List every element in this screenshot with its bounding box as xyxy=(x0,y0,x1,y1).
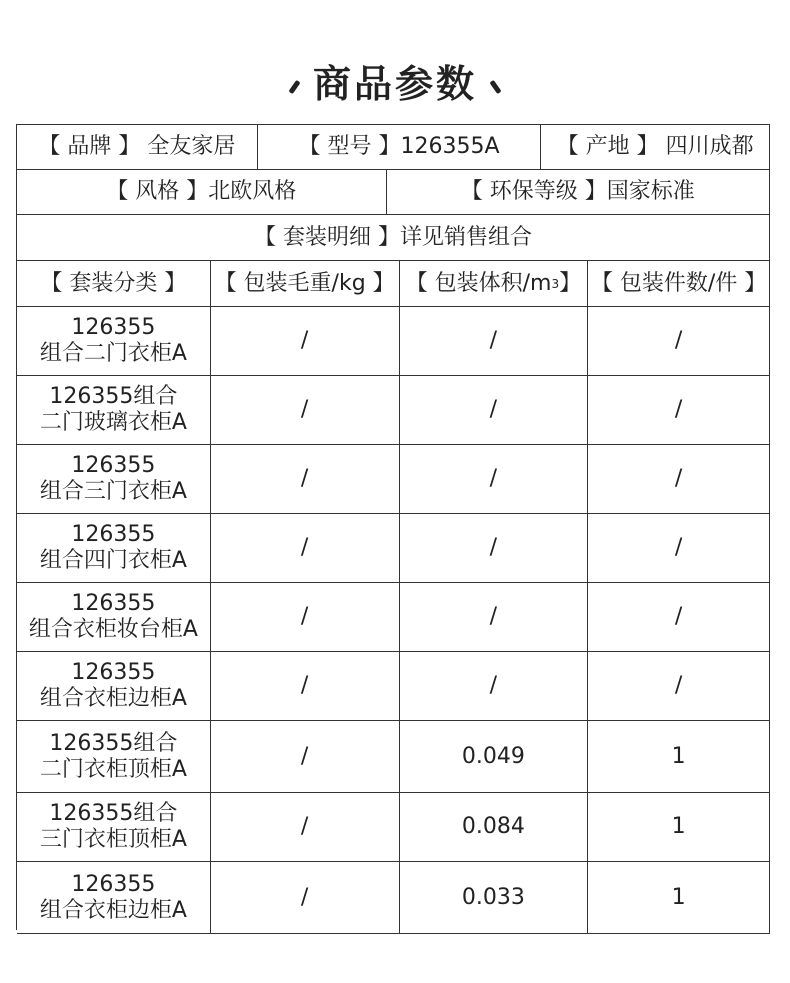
table-row xyxy=(17,721,770,793)
row-weight: / xyxy=(211,583,400,652)
title-left-mark-icon xyxy=(288,80,300,94)
row-name: 126355组合 三门衣柜顶柜A xyxy=(17,793,211,862)
row-count: / xyxy=(588,445,770,514)
params-table xyxy=(16,124,770,930)
row-volume: 0.084 xyxy=(400,793,589,862)
style-cell: 【 风格 】北欧风格 xyxy=(17,170,387,215)
row-weight: / xyxy=(211,652,400,721)
row-name: 126355 组合三门衣柜A xyxy=(17,445,211,514)
col-header-weight: 【 包装毛重/kg 】 xyxy=(211,261,400,307)
row-weight: / xyxy=(211,793,400,862)
row-count: / xyxy=(588,652,770,721)
row-weight: / xyxy=(211,307,400,376)
table-row xyxy=(17,376,770,445)
table-row xyxy=(17,583,770,652)
col-header-volume-label: 【 包装体积/m xyxy=(405,270,552,296)
row-volume: / xyxy=(400,307,589,376)
table-row xyxy=(17,652,770,721)
col-header-volume-sup: 3 xyxy=(551,276,560,291)
table-row xyxy=(17,793,770,862)
row-weight: / xyxy=(211,862,400,934)
row-weight: / xyxy=(211,514,400,583)
row-name: 126355组合 二门玻璃衣柜A xyxy=(17,376,211,445)
eco-cell: 【 环保等级 】国家标准 xyxy=(387,170,770,215)
info-row-2 xyxy=(17,170,770,215)
title-block xyxy=(0,52,790,108)
row-name: 126355组合 二门衣柜顶柜A xyxy=(17,721,211,793)
row-name: 126355 组合四门衣柜A xyxy=(17,514,211,583)
set-detail-cell: 【 套装明细 】详见销售组合 xyxy=(17,215,770,261)
table-row xyxy=(17,514,770,583)
row-volume: 0.033 xyxy=(400,862,589,934)
row-count: / xyxy=(588,376,770,445)
col-header-volume xyxy=(400,261,589,307)
brand-cell: 【 品牌 】 全友家居 xyxy=(17,125,258,170)
row-name: 126355 组合衣柜边柜A xyxy=(17,652,211,721)
info-row-3 xyxy=(17,215,770,261)
title-right-mark-icon xyxy=(489,80,501,94)
col-header-volume-suffix: 】 xyxy=(559,270,582,296)
table-row xyxy=(17,307,770,376)
row-volume: / xyxy=(400,652,589,721)
table-row xyxy=(17,445,770,514)
row-volume: / xyxy=(400,445,589,514)
row-volume: / xyxy=(400,514,589,583)
origin-cell: 【 产地 】 四川成都 xyxy=(541,125,770,170)
model-cell: 【 型号 】126355A xyxy=(258,125,542,170)
row-name: 126355 组合衣柜边柜A xyxy=(17,862,211,934)
page-title: 商品参数 xyxy=(312,61,477,106)
row-count: / xyxy=(588,514,770,583)
row-count: 1 xyxy=(588,793,770,862)
row-count: 1 xyxy=(588,862,770,934)
row-volume: 0.049 xyxy=(400,721,589,793)
col-header-count: 【 包装件数/件 】 xyxy=(588,261,770,307)
row-volume: / xyxy=(400,376,589,445)
table-row xyxy=(17,862,770,934)
row-weight: / xyxy=(211,721,400,793)
header-row xyxy=(17,261,770,307)
row-name: 126355 组合衣柜妆台柜A xyxy=(17,583,211,652)
row-volume: / xyxy=(400,583,589,652)
row-count: / xyxy=(588,583,770,652)
row-weight: / xyxy=(211,376,400,445)
row-weight: / xyxy=(211,445,400,514)
info-row-1 xyxy=(17,125,770,170)
col-header-category: 【 套装分类 】 xyxy=(17,261,211,307)
row-count: 1 xyxy=(588,721,770,793)
row-count: / xyxy=(588,307,770,376)
row-name: 126355 组合二门衣柜A xyxy=(17,307,211,376)
table-body xyxy=(17,307,770,934)
